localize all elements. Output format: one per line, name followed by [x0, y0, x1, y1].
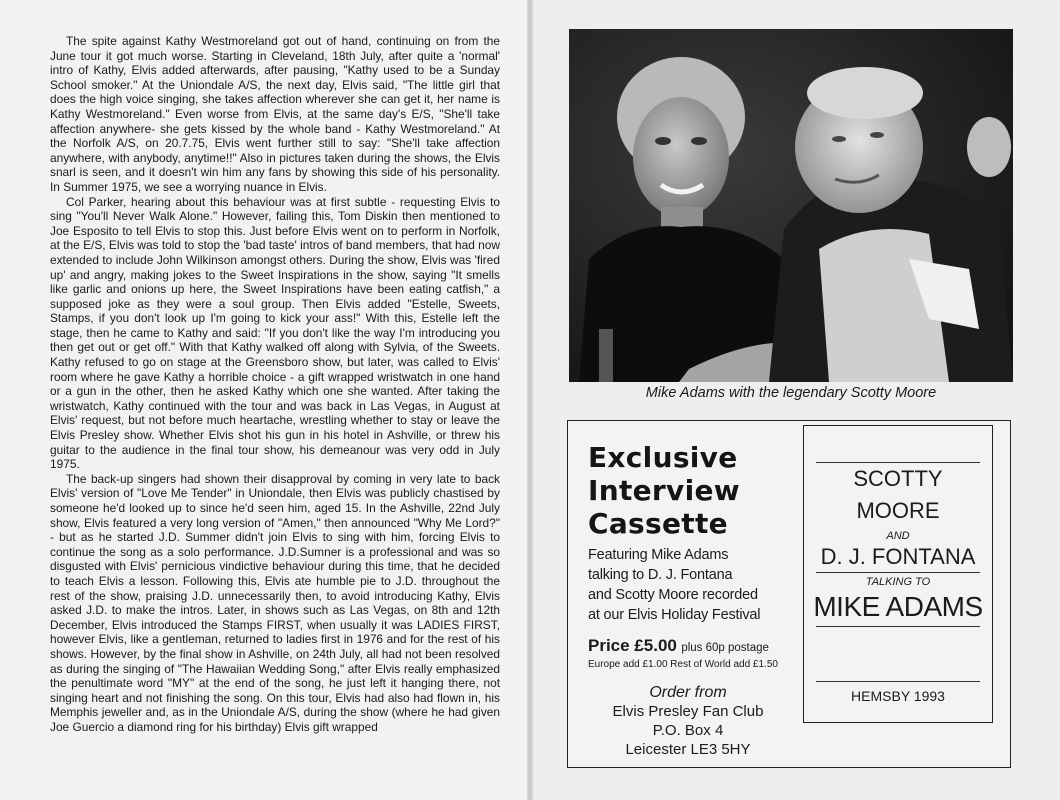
description-line-1: Featuring Mike Adams	[588, 547, 729, 563]
inset-and: AND	[886, 530, 910, 542]
inset-rule	[816, 626, 980, 627]
advert-price	[588, 636, 818, 656]
article-paragraph-1: The spite against Kathy Westmoreland got out of hand, continuing on from the June tour it got much worse. Starting in Cleveland, 18th July, after quite a 'normal' intro of Kathy, Elvis added afterwards, after pausing, "Kathy used to be a Sunday School smoker." At the Uniondale A/S, the next day, Elvis said, "The little girl that does the high voice singing, she takes affection wherever she can get it, her name is Kathy Westmoreland." Even worse from Elvis, at the same day's E/S, "She'll take affection anywhere- she gets kissed by the whole band - Kathy Westmoreland." At the Norfolk A/S, on 20.7.75, Elvis went further still to say: "She'll take affection anywhere, with anybody, anytime!!" Also in pictures taken during the shows, the Elvis snarl is seen, and it doesn't win him any fans by showing this side of his personality. In Summer 1975, we see a worrying nuance in Elvis.	[50, 34, 500, 194]
inset-hemsby: HEMSBY 1993	[851, 688, 945, 704]
inset-scotty: SCOTTY	[853, 466, 943, 491]
address-line-3: Leicester LE3 5HY	[625, 741, 751, 758]
inset-moore: MOORE	[856, 498, 940, 523]
inset-talking-to: TALKING TO	[865, 576, 931, 588]
address-line-1: Elvis Presley Fan Club	[612, 703, 764, 720]
article-text	[50, 34, 500, 735]
international-postage: Europe add £1.00 Rest of World add £1.50	[588, 659, 778, 670]
photo-caption: Mike Adams with the legendary Scotty Moore	[645, 385, 937, 401]
page-gutter	[527, 0, 533, 800]
headline-line-1: Exclusive	[588, 441, 738, 474]
inset-rule	[816, 681, 980, 682]
order-address	[588, 683, 788, 759]
description-line-4: at our Elvis Holiday Festival	[588, 607, 761, 623]
headline-line-3: Cassette	[588, 507, 728, 540]
address-line-2: P.O. Box 4	[652, 722, 724, 739]
inset-rule	[816, 462, 980, 463]
advert-headline	[588, 441, 788, 540]
photo-illustration	[569, 29, 1013, 382]
description-line-2: talking to D. J. Fontana	[588, 567, 733, 583]
cassette-cover-inset	[803, 425, 993, 723]
price-postage: plus 60p postage	[681, 642, 769, 654]
inset-rule	[816, 572, 980, 573]
inset-mike-adams: MIKE ADAMS	[813, 591, 983, 622]
article-paragraph-3: The back-up singers had shown their disapproval by coming in very late to back Elvis' version of "Love Me Tender" in Uniondale, then Elvis was publicly chastised by someone he'd looked up to since he'd seen him, aged 15. In the Ashville, 22nd July show, Elvis featured a very long version of "Amen," then announced "Why Me Lord?" - but as he started J.D. Summer didn't join Elvis to sing with him, forcing Elvis to continue the song as a solo performance. J.D.Sumner is a professional and was so disgusted with Elvis' pernicious vindictive behaviour during this time, that he decided to teach Elvis a lesson. Following this, Elvis ate humble pie to J.D. throughout the rest of the show, praising J.D. unnecessarily then, to avoid introducing Kathy, Elvis asked J.D. to make the intros. Later, in shows such as Las Vegas, on 8th and 12th December, Elvis introduced the Stamps FIRST, when usually it was LADIES FIRST, however Elvis, like a gentleman, returned to ladies first in 1976 and for the rest of his shows. However, by the final show in Ashville, on 24th July, all had not been resolved as during the singing of "The Hawaiian Wedding Song," after Elvis really emphasized the penultimate word "MY" at the end of the song, he just left it hanging there, not singing heart and not finishing the song. On this tour, Elvis had also had flown in, his Memphis jeweller and, as in the Uniondale A/S, during the show (where he had given Joe Guercio a diamond ring for his birthday) Elvis gift wrapped	[50, 471, 500, 734]
description-line-3: and Scotty Moore recorded	[588, 587, 758, 603]
inset-fontana: D. J. FONTANA	[820, 544, 976, 569]
photo-mike-adams-scotty-moore	[569, 29, 1013, 382]
headline-line-2: Interview	[588, 474, 740, 507]
cassette-advert	[567, 420, 1011, 768]
advert-description	[588, 545, 808, 625]
price-label: Price £5.00	[588, 636, 677, 655]
article-paragraph-2: Col Parker, hearing about this behaviour was at first subtle - requesting Elvis to sing "You'll Never Walk Alone." However, failing this, Tom Diskin then mentioned to Joe Esposito to tell Elvis to stop this. Just before Elvis went on to perform in Norfolk, at the E/S, Elvis was told to stop the 'bad taste' intros of band members, that had now extended to include John Wilkinson amongst others. During the show, Elvis was 'fired up' and angry, making jokes to the Sweet Inspirations in the show, saying "It smells like garlic and onions up here, the Sweet Inspirations have been eating catfish," a supposed joke as they were a soul group. Then Elvis added "Estelle, Sweets, Stamps, if you don't look up I'm going to kick your ass!" With this, Estelle left the stage, then he came to Kathy and said: "If you don't like the way I'm introducing you then get out or get off." With that Kathy walked off along with Sylvia, of the Sweets. Kathy refused to go on stage at the Greensboro show, but later, was called to Elvis' room where he gave Kathy a horrible choice - a gift wrapped wristwatch in one hand or a gun in the other, then he asked Kathy which one she wanted. After taking the wristwatch, Kathy continued with the tour and was back in Las Vegas, in August at Elvis' request, but not before much heartache, wrestling whether to stay or leave the Elvis Presley show. Whether Elvis shot his gun in his hotel in Ashville, or threw his guitar to the audience in the final tour show, his demeanour was very odd in July 1975.	[50, 194, 500, 472]
order-heading: Order from	[649, 684, 727, 701]
